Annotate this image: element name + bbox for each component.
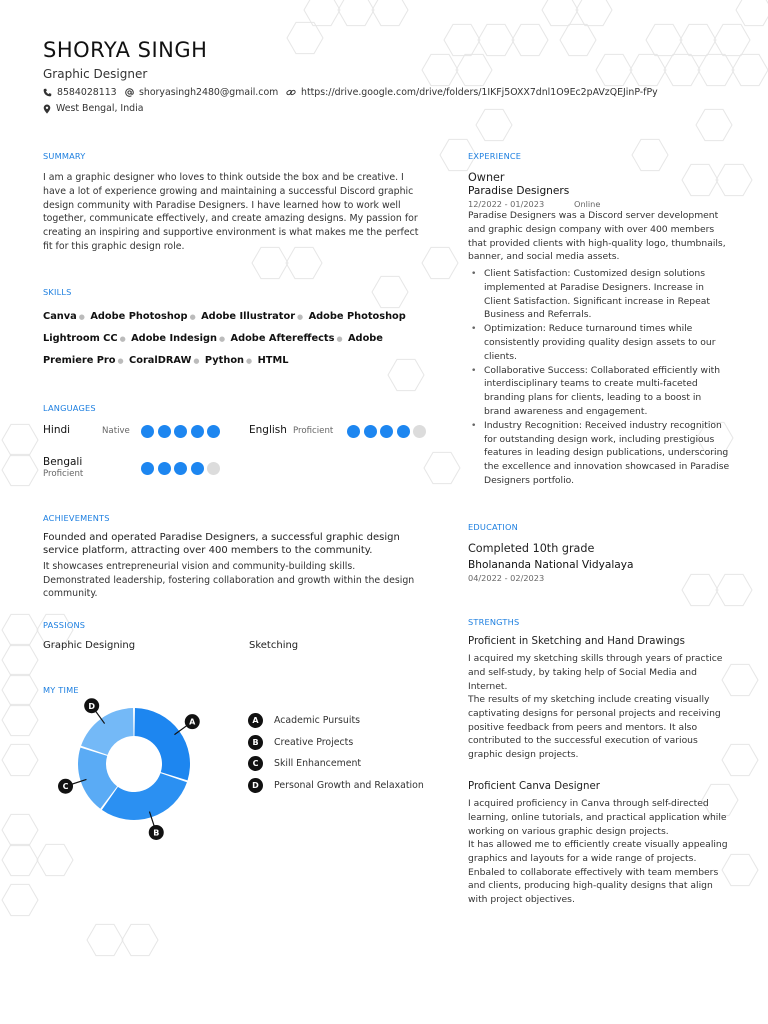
- background-hexagon: [696, 109, 732, 140]
- background-hexagon: [444, 24, 480, 55]
- background-hexagon: [732, 54, 768, 85]
- language-name: Hindi: [43, 424, 71, 436]
- rating-dot-filled: [158, 425, 171, 438]
- job-bullet: • Industry Recognition: Received industry recognition for outstanding design work, including prestigious features in leading design publications, underscoring the excellence and innovation showcased in Paradise Designers portfolio.: [468, 419, 730, 488]
- experience-heading: EXPERIENCE: [468, 151, 522, 161]
- skill-item: Adobe Premiere Pro: [43, 333, 383, 366]
- skill-separator: ●: [117, 357, 124, 365]
- legend-item: [248, 735, 424, 750]
- link-icon: [286, 88, 296, 97]
- summary-text: I am a graphic designer who loves to think outside the box and be creative. I have a lot of experience growing and maintaining a successful Discord graphic design community with Paradise Designers. I have learned how to work well together, communicate effectively, and create amazing designs. My passion for creating an inspiring and supportive environment is what makes me the perfect fit for this graphic design role.: [43, 172, 419, 252]
- rating-dot-filled: [347, 425, 360, 438]
- email-contact[interactable]: [125, 87, 278, 98]
- languages-heading: LANGUAGES: [43, 403, 96, 413]
- background-hexagon: [2, 744, 38, 775]
- email-address: shoryasingh2480@gmail.com: [139, 87, 279, 98]
- background-hexagon: [2, 454, 38, 485]
- donut-callout-letter: A: [189, 717, 196, 727]
- background-hexagon: [304, 0, 340, 26]
- background-hexagon: [2, 814, 38, 845]
- skill-separator: ●: [336, 335, 343, 343]
- language-level: Proficient: [43, 469, 84, 479]
- donut-callout-letter: C: [62, 782, 69, 792]
- location-pin-icon: [43, 104, 51, 114]
- skill-separator: ●: [297, 313, 304, 321]
- strength-text: I acquired my sketching skills through years of practice and self-study, by taking help of Social Media and Internet.: [468, 653, 723, 692]
- legend-label: Personal Growth and Relaxation: [274, 779, 424, 791]
- time-legend: [248, 713, 424, 799]
- background-hexagon: [2, 614, 38, 645]
- phone-icon: [43, 88, 52, 97]
- background-hexagon: [632, 139, 668, 170]
- skill-item: Canva: [43, 311, 77, 322]
- background-hexagon: [596, 54, 632, 85]
- rating-dot-filled: [191, 462, 204, 475]
- background-hexagon: [456, 54, 492, 85]
- achievement-text: It showcases entrepreneurial vision and community-building skills. Demonstrated leadership, fostering collaboration and growth within the design community.: [43, 561, 415, 599]
- skill-separator: ●: [119, 335, 126, 343]
- legend-item: [248, 713, 424, 728]
- job-bullet: • Client Satisfaction: Customized design solutions implemented at Paradise Designers. Increase in Client Satisfaction. Significant increase in Repeat Business and Referrals.: [468, 267, 730, 322]
- skill-item: Adobe Photoshop: [90, 311, 188, 322]
- background-hexagon: [478, 24, 514, 55]
- rating-dot-filled: [174, 425, 187, 438]
- skill-separator: ●: [218, 335, 226, 343]
- skill-item: Adobe Photoshop Lightroom CC: [43, 311, 406, 344]
- legend-label: Academic Pursuits: [274, 715, 361, 726]
- background-hexagon: [2, 424, 38, 455]
- background-hexagon: [682, 164, 718, 195]
- legend-label: Skill Enhancement: [274, 758, 362, 769]
- education-school: Bholananda National Vidyalaya: [468, 559, 634, 571]
- background-hexagon: [422, 247, 458, 278]
- job-description: Paradise Designers was a Discord server development and graphic design company with over 400 members that provided clients with high-quality logo, thumbnails, banner, and social media assets.: [468, 210, 726, 263]
- background-hexagon: [714, 24, 750, 55]
- job-dates: 12/2022 - 01/2023: [468, 199, 545, 209]
- language-level: Proficient: [293, 426, 334, 436]
- background-hexagon: [682, 574, 718, 605]
- strength-title: Proficient Canva Designer: [468, 781, 600, 792]
- donut-callout-letter: B: [153, 828, 160, 838]
- language-rating: [347, 425, 430, 438]
- location-contact: [43, 103, 143, 114]
- passion-item: Sketching: [249, 640, 299, 651]
- background-hexagon: [372, 276, 408, 307]
- background-hexagon: [37, 844, 73, 875]
- legend-badge: D: [248, 778, 263, 793]
- background-hexagon: [680, 24, 716, 55]
- strength-text: It has allowed me to efficiently create visually appealing graphics and layouts for a wide range of projects. Enbaled to collaborate effectively with team members and clients, producing high-quality designs that align with project objectives.: [468, 839, 728, 906]
- background-hexagon: [512, 24, 548, 55]
- background-hexagon: [287, 22, 323, 53]
- skill-item: Python: [204, 355, 245, 366]
- background-hexagon: [736, 0, 768, 26]
- language-rating: [141, 462, 224, 475]
- skill-item: CoralDRAW: [129, 355, 192, 366]
- portfolio-link[interactable]: [286, 87, 658, 98]
- background-hexagon: [560, 24, 596, 55]
- background-hexagon: [2, 644, 38, 675]
- language-name: English: [249, 424, 287, 436]
- background-hexagon: [664, 54, 700, 85]
- rating-dot-empty: [413, 425, 426, 438]
- legend-label: Creative Projects: [274, 736, 354, 748]
- strengths-heading: STRENGTHS: [468, 617, 520, 627]
- donut-slice-a: [134, 708, 190, 780]
- donut-slice-b: [102, 773, 187, 820]
- legend-item: [248, 756, 424, 771]
- skill-separator: ●: [189, 313, 196, 321]
- skills-heading: SKILLS: [43, 287, 72, 297]
- language-name: Bengali: [43, 456, 83, 468]
- skill-item: Adobe Illustrator: [201, 311, 296, 322]
- background-hexagon: [630, 54, 666, 85]
- background-hexagon: [338, 0, 374, 26]
- rating-dot-filled: [364, 425, 377, 438]
- background-hexagon: [698, 54, 734, 85]
- job-bullet: • Optimization: Reduce turnaround times while consistently providing quality design assets to our clients.: [468, 322, 730, 363]
- education-heading: EDUCATION: [468, 522, 518, 532]
- legend-badge: C: [248, 756, 263, 771]
- strength-text: I acquired proficiency in Canva through self-directed learning, online tutorials, and practical application while working on various graphic design projects.: [468, 798, 727, 837]
- skill-item: HTML: [257, 355, 289, 366]
- background-hexagon: [542, 0, 578, 26]
- rating-dot-filled: [158, 462, 171, 475]
- candidate-name: SHORYA SINGH: [43, 38, 208, 62]
- summary-heading: SUMMARY: [43, 151, 86, 161]
- background-hexagon: [576, 0, 612, 26]
- donut-slice-d: [81, 708, 133, 755]
- background-hexagon: [2, 844, 38, 875]
- background-hexagon: [122, 924, 158, 955]
- legend-badge: B: [248, 735, 263, 750]
- language-rating: [141, 425, 224, 438]
- company-name: Paradise Designers: [468, 185, 570, 197]
- phone-number: 8584028113: [57, 87, 117, 98]
- skills-list: [43, 306, 423, 372]
- rating-dot-filled: [141, 425, 154, 438]
- candidate-role: Graphic Designer: [43, 67, 148, 81]
- achievements-heading: ACHIEVEMENTS: [43, 513, 110, 523]
- education-degree: Completed 10th grade: [468, 542, 595, 555]
- background-hexagon: [422, 54, 458, 85]
- portfolio-url: https://drive.google.com/drive/folders/1IKFj5OXX7dnl1O9Ec2pAVzQEJinP-fPy: [301, 87, 658, 98]
- rating-dot-filled: [207, 425, 220, 438]
- background-hexagon: [2, 884, 38, 915]
- strength-title: Proficient in Sketching and Hand Drawings: [468, 636, 685, 647]
- achievement-title: Founded and operated Paradise Designers, a successful graphic design service platform, attracting over 400 members to the community.: [43, 532, 400, 556]
- job-location: Online: [574, 199, 601, 209]
- background-hexagon: [716, 574, 752, 605]
- job-bullets: [468, 267, 730, 488]
- background-hexagon: [646, 24, 682, 55]
- mytime-heading: MY TIME: [43, 685, 79, 695]
- rating-dot-filled: [397, 425, 410, 438]
- time-donut-chart: [50, 701, 210, 845]
- job-title: Owner: [468, 171, 505, 184]
- background-hexagon: [716, 164, 752, 195]
- background-hexagon: [372, 0, 408, 26]
- skill-separator: ●: [78, 313, 85, 321]
- skill-separator: ●: [246, 357, 253, 365]
- strength-text: The results of my sketching include creating visually captivating designs for personal projects and receiving positive feedback from peers and mentors. It also contributed to the successful execution of various graphic design projects.: [468, 694, 721, 761]
- rating-dot-filled: [380, 425, 393, 438]
- skill-item: Adobe Aftereffects: [230, 333, 335, 344]
- donut-callout-letter: D: [88, 701, 95, 711]
- location-text: West Bengal, India: [56, 103, 144, 114]
- phone-contact[interactable]: [43, 87, 117, 98]
- background-hexagon: [2, 674, 38, 705]
- background-hexagon: [424, 452, 460, 483]
- background-hexagon: [87, 924, 123, 955]
- skill-item: Adobe Indesign: [131, 333, 217, 344]
- rating-dot-filled: [174, 462, 187, 475]
- skill-separator: ●: [193, 357, 200, 365]
- rating-dot-empty: [207, 462, 220, 475]
- rating-dot-filled: [191, 425, 204, 438]
- background-hexagon: [476, 109, 512, 140]
- legend-badge: A: [248, 713, 263, 728]
- language-level: Native: [102, 426, 130, 436]
- education-dates: 04/2022 - 02/2023: [468, 573, 545, 583]
- at-icon: [125, 88, 134, 97]
- job-bullet: • Collaborative Success: Collaborated efficiently with interdisciplinary teams to create multi-faceted branding plans for clients, leading to a boost in brand awareness and engagement.: [468, 364, 730, 419]
- rating-dot-filled: [141, 462, 154, 475]
- legend-item: [248, 778, 424, 793]
- passions-heading: PASSIONS: [43, 620, 86, 630]
- passion-item: Graphic Designing: [43, 640, 136, 651]
- background-hexagon: [2, 704, 38, 735]
